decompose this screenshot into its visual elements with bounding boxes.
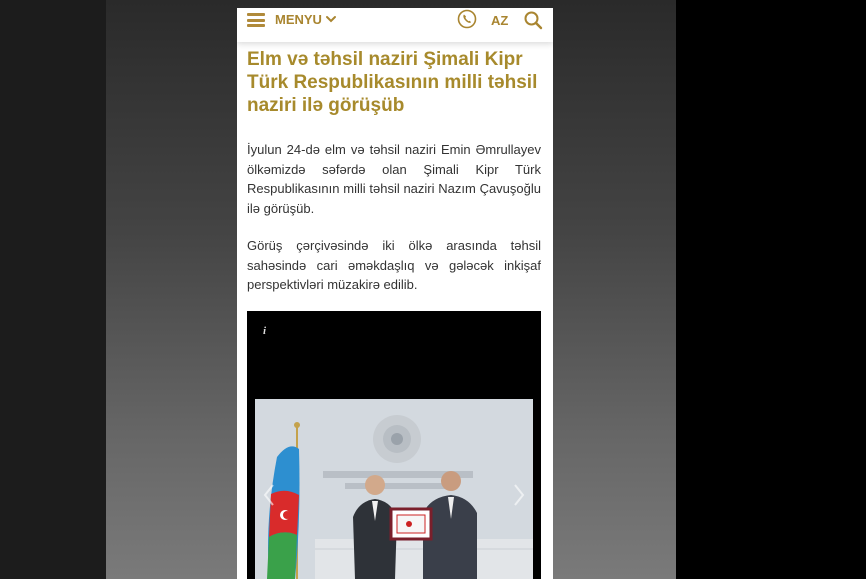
gallery-previous-arrow-icon[interactable] [261, 483, 277, 507]
chevron-down-icon[interactable] [325, 13, 337, 25]
menu-button[interactable]: MENYU [275, 12, 322, 27]
mobile-viewport [237, 8, 553, 579]
article-title: Elm və təhsil naziri Şimali Kipr Türk Respublikasının milli təhsil naziri ilə görüşüb [247, 49, 538, 116]
ministry-emblem-icon [373, 415, 421, 463]
phone-icon[interactable] [457, 9, 477, 29]
image-gallery[interactable] [247, 311, 541, 579]
hamburger-icon[interactable] [247, 13, 265, 27]
info-icon[interactable]: i [263, 325, 267, 337]
language-switch[interactable]: AZ [491, 13, 509, 28]
top-navigation-bar [237, 8, 553, 42]
article-paragraph: İyulun 24-də elm və təhsil naziri Emin Əmrullayev ölkəmizdə səfərdə olan Şimali Kipr Türk Respublikasının milli təhsil naziri Nazım Çavuşoğlu ilə görüşüb. [247, 142, 541, 216]
article-paragraph: Görüş çərçivəsində iki ölkə arasında təhsil sahəsində cari əməkdaşlıq və gələcək inkişaf perspektivləri müzakirə edilib. [247, 238, 541, 292]
gallery-photo [255, 399, 533, 579]
backdrop-right [676, 0, 866, 579]
backdrop-left [0, 0, 106, 579]
photo-illustration [255, 399, 533, 579]
search-icon[interactable] [523, 10, 543, 30]
gallery-next-arrow-icon[interactable] [511, 483, 527, 507]
